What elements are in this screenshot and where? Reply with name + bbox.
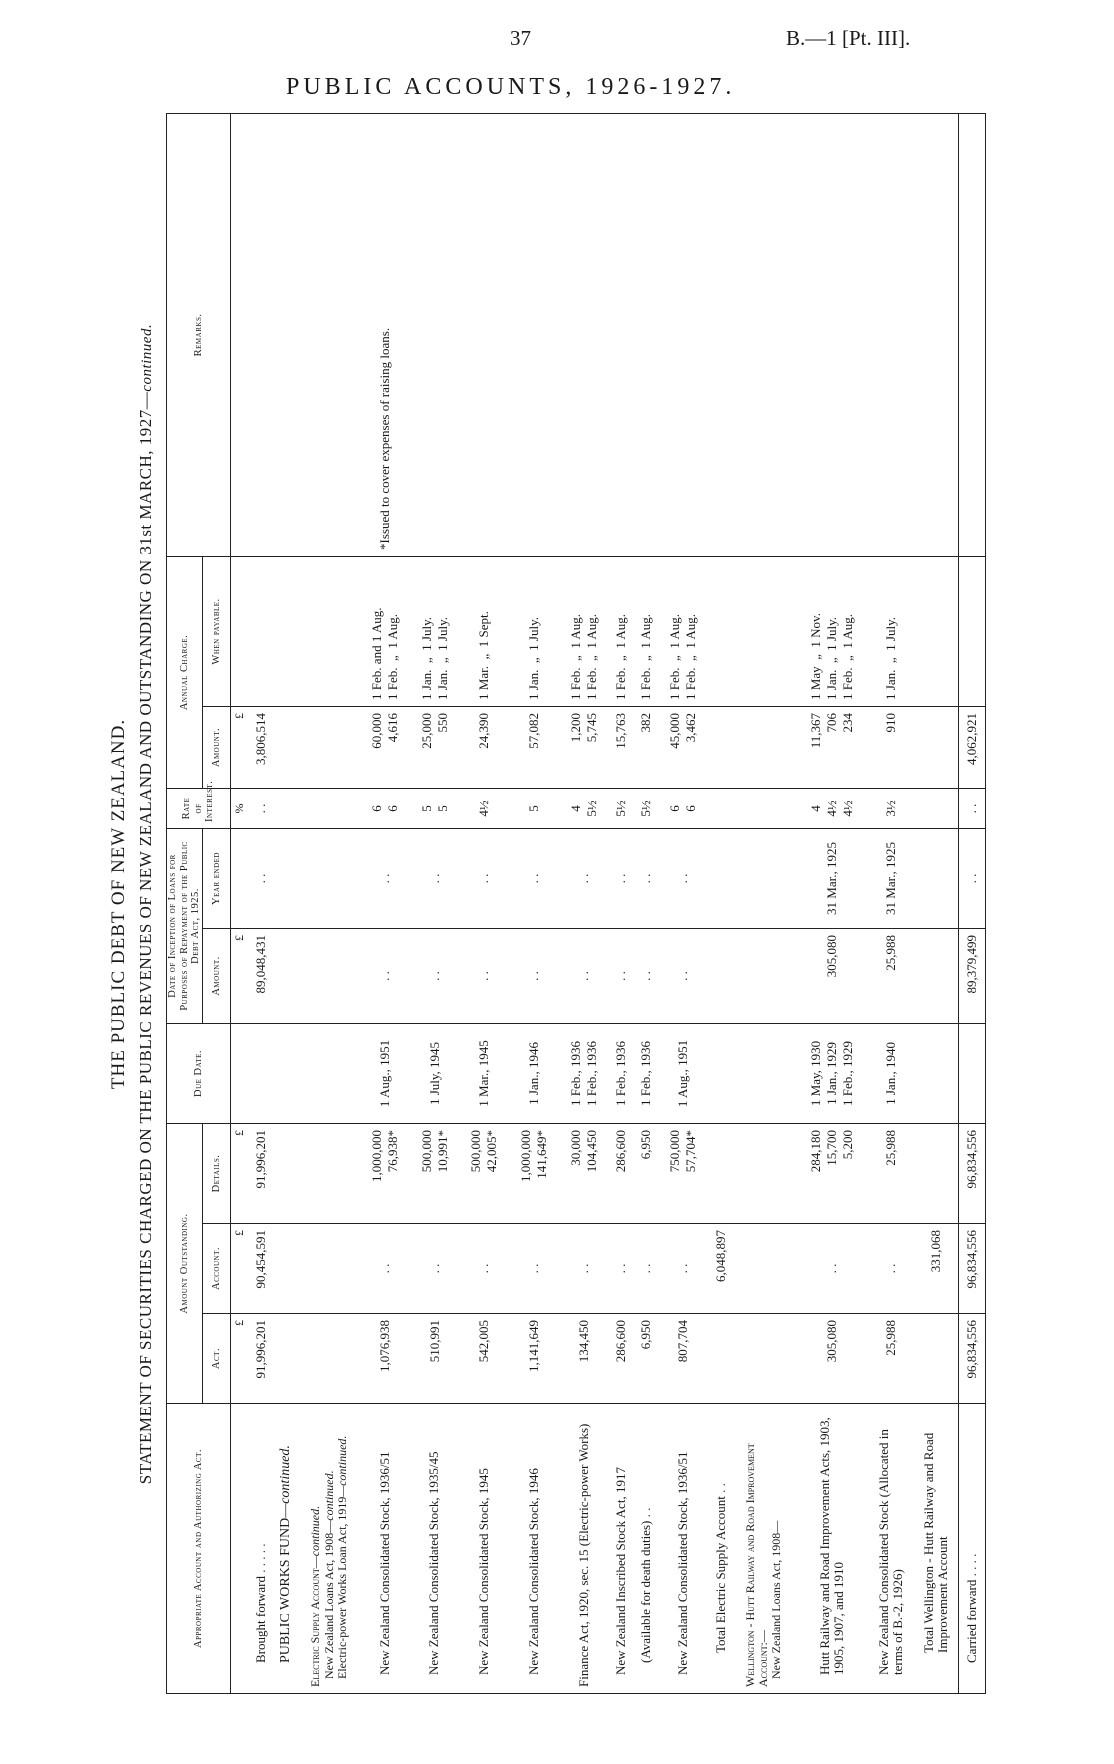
table-row: New Zealand Consolidated Stock, 1945 542,005 . . 500,000 42,005* 1 Mar., 1945 . . . . 4½ 24,390 1 Mar. „ 1 Sept. [459, 113, 509, 1693]
document-reference: B.—1 [Pt. III]. [786, 26, 911, 50]
row-label: New Zealand Consolidated Stock, 1936/51 [658, 1404, 708, 1694]
cell-annual: 57,082 [509, 706, 559, 788]
cell-due: 1 Feb., 1936 [609, 1023, 634, 1123]
cell-act: 305,080 [795, 1314, 870, 1404]
cell-annual: 4,062,921 [959, 706, 986, 788]
rotated-statement [108, 114, 986, 1694]
cell-details: 1,000,000 76,938* [360, 1123, 410, 1223]
unit-rate: % [230, 788, 249, 828]
cell-when: 1 Feb. and 1 Aug. 1 Feb. „ 1 Aug. [360, 556, 410, 706]
cell-due: 1 Feb., 1936 1 Feb., 1936 [559, 1023, 609, 1123]
cell-rate: 4 4½ 4½ [795, 788, 870, 828]
header-approp: Appropriate Account and Authorizing Act. [167, 1404, 231, 1694]
running-title: PUBLIC ACCOUNTS, 1926-1927. [286, 74, 736, 100]
cell-rate: 5 [509, 788, 559, 828]
row-label: Total Electric Supply Account [712, 1496, 728, 1653]
cell-rate: 5½ [609, 788, 634, 828]
header-due-date: Due Date. [167, 1023, 231, 1123]
table-row: New Zealand Inscribed Stock Act, 1917 286,600 . . 286,600 1 Feb., 1936 . . . . 5½ 15,763 1 Feb. „ 1 Aug. [609, 113, 634, 1693]
debt-table [166, 113, 986, 1694]
header-ac-amount: Amount. [202, 706, 230, 788]
cell-act: 807,704 [658, 1314, 708, 1404]
cell-annual: 910 [869, 706, 913, 788]
header-details: Details. [202, 1123, 230, 1223]
page-number: 37 [510, 26, 531, 50]
cell-details: 30,000 104,450 [559, 1123, 609, 1223]
cell-rate: 4 5½ [559, 788, 609, 828]
cell-account: 6,048,897 [708, 1224, 733, 1314]
cell-inception-amount: 89,379,499 [959, 928, 986, 1023]
cell-inception-amount: 305,080 [795, 928, 870, 1023]
cell-annual: 15,763 [609, 706, 634, 788]
header-when-payable: When payable. [202, 556, 230, 706]
unit-act: £ [230, 1314, 249, 1404]
row-label: Finance Act, 1920, sec. 15 (Electric-power Works) [559, 1404, 609, 1694]
table-row [914, 113, 959, 1693]
cell-rate: 6 6 [360, 788, 410, 828]
cell-due: 1 Mar., 1945 [459, 1023, 509, 1123]
cell-account: 96,834,556 [959, 1224, 986, 1314]
statement-subtitle: STATEMENT OF SECURITIES CHARGED ON THE PUBLIC REVENUES OF NEW ZEALAND AND OUTSTANDING ON 31st MARCH, 1927—continued. [136, 323, 155, 1485]
table-row: PUBLIC WORKS FUND—continued. [274, 113, 299, 1693]
cell-annual: 382 [634, 706, 659, 788]
header-inception-amount: Amount. [202, 928, 230, 1023]
cell-when: 1 Feb. „ 1 Aug. 1 Feb. „ 1 Aug. [559, 556, 609, 706]
unit-details: £ [230, 1123, 249, 1223]
table-row: Electric Supply Account—continued. New Zealand Loans Act, 1908—continued. Electric-power Works Loan Act, 1919—continued. [298, 113, 360, 1693]
cell-account: 331,068 [914, 1224, 959, 1314]
cell-when: 1 Jan. „ 1 July. 1 Jan. „ 1 July. [410, 556, 460, 706]
table-row: New Zealand Consolidated Stock, 1935/45 510,991 . . 500,000 10,991* 1 July, 1945 . . . . 5 5 25,000 550 1 Jan. „ 1 July. 1 Jan. „ 1 July. [410, 113, 460, 1693]
header-year-ended: Year ended [202, 828, 230, 928]
header-act: Act. [202, 1314, 230, 1404]
cell-due: 1 July, 1945 [410, 1023, 460, 1123]
cell-rate: 6 6 [658, 788, 708, 828]
cell-annual: 3,806,514 [249, 706, 274, 788]
cell-details: 286,600 [609, 1123, 634, 1223]
header-annual-charge: Annual Charge. [167, 556, 203, 788]
cell-account: 90,454,591 [249, 1224, 274, 1314]
cell-details: 750,000 57,704* [658, 1123, 708, 1223]
cell-when: 1 Mar. „ 1 Sept. [459, 556, 509, 706]
table-row: Carried forward . . . . 96,834,556 96,834,556 96,834,556 89,379,499 . . . . 4,062,921 [959, 113, 986, 1693]
unit-account: £ [230, 1224, 249, 1314]
cell-rate: 5½ [634, 788, 659, 828]
cell-details: 1,000,000 141,649* [509, 1123, 559, 1223]
row-label: (Available for death duties) [637, 1520, 653, 1663]
row-label: New Zealand Consolidated Stock (Allocated in terms of B.-2, 1926) [869, 1404, 913, 1694]
unit-inception: £ [230, 928, 249, 1023]
cell-annual: 25,000 550 [410, 706, 460, 788]
cell-details: 500,000 42,005* [459, 1123, 509, 1223]
cell-act: 6,950 [634, 1314, 659, 1404]
cell-details: 96,834,556 [959, 1123, 986, 1223]
row-label: New Zealand Inscribed Stock Act, 1917 [609, 1404, 634, 1694]
cell-act: 1,141,649 [509, 1314, 559, 1404]
table-row: Brought forward . . . . . 91,996,201 90,454,591 91,996,201 89,048,431 . . . . 3,806,514 [249, 113, 274, 1693]
table-row: New Zealand Consolidated Stock, 1946 1,141,649 . . 1,000,000 141,649* 1 Jan., 1946 . . . . 5 57,082 1 Jan. „ 1 July. [509, 113, 559, 1693]
cell-act: 134,450 [559, 1314, 609, 1404]
cell-year-ended: 31 Mar., 1925 [869, 828, 913, 928]
table-row: Wellington - Hutt Railway and Road Improvement Account:— New Zealand Loans Act, 1908— [733, 113, 795, 1693]
table-row: Hutt Railway and Road Improvement Acts, 1903, 1905, 1907, and 1910 305,080 . . 284,180 15,700 5,200 1 May, 1930 1 Jan., 1929 1 Feb., 1929 305,080 31 Mar., 1925 4 4½ 4½ 11,367 706 234 1 May „ 1 Nov. 1 Jan. „ 1 July. 1 Feb. „ 1 Aug. [795, 113, 870, 1693]
row-label: Carried forward [964, 1579, 980, 1663]
cell-annual: 45,000 3,462 [658, 706, 708, 788]
row-label: Brought forward [253, 1575, 269, 1663]
cell-details: 91,996,201 [249, 1123, 274, 1223]
cell-act: 510,991 [410, 1314, 460, 1404]
table-row: Finance Act, 1920, sec. 15 (Electric-power Works) 134,450 . . 30,000 104,450 1 Feb., 1936 1 Feb., 1936 . . . . 4 5½ 1,200 5,745 1 Feb. „ 1 Aug. 1 Feb. „ 1 Aug. [559, 113, 609, 1693]
cell-when: 1 Jan. „ 1 July. [509, 556, 559, 706]
cell-when: 1 May „ 1 Nov. 1 Jan. „ 1 July. 1 Feb. „ 1 Aug. [795, 556, 870, 706]
cell-due: 1 Aug., 1951 [658, 1023, 708, 1123]
cell-when: 1 Feb. „ 1 Aug. [609, 556, 634, 706]
table-row: New Zealand Consolidated Stock (Allocated in terms of B.-2, 1926) 25,988 . . 25,988 1 Jan., 1940 25,988 31 Mar., 1925 3½ 910 1 Jan. „ 1 July. [869, 113, 913, 1693]
cell-when: 1 Jan. „ 1 July. [869, 556, 913, 706]
header-rate: Rate of Interest. [167, 788, 231, 828]
cell-inception-amount: 25,988 [869, 928, 913, 1023]
row-label: Hutt Railway and Road Improvement Acts, 1903, 1905, 1907, and 1910 [795, 1404, 870, 1694]
cell-act: 286,600 [609, 1314, 634, 1404]
header-remarks: Remarks. [167, 113, 231, 556]
header-inception: Date of Inception of Loans for Purposes of Repayment of the Public Debt Act, 1925. [167, 828, 203, 1023]
row-label: New Zealand Consolidated Stock, 1946 [509, 1404, 559, 1694]
cell-rate: 4½ [459, 788, 509, 828]
cell-details: 500,000 10,991* [410, 1123, 460, 1223]
cell-annual: 1,200 5,745 [559, 706, 609, 788]
cell-act: 542,005 [459, 1314, 509, 1404]
header-account: Account. [202, 1224, 230, 1314]
units-row [230, 113, 249, 1693]
row-label: New Zealand Consolidated Stock, 1945 [459, 1404, 509, 1694]
cell-due: 1 Aug., 1951 [360, 1023, 410, 1123]
cell-when: 1 Feb. „ 1 Aug. 1 Feb. „ 1 Aug. [658, 556, 708, 706]
cell-annual: 60,000 4,616 [360, 706, 410, 788]
cell-act: 96,834,556 [959, 1314, 986, 1404]
cell-act: 25,988 [869, 1314, 913, 1404]
header-amount-outstanding: Amount Outstanding. [167, 1123, 203, 1403]
statement-title: THE PUBLIC DEBT OF NEW ZEALAND. [108, 718, 129, 1090]
cell-year-ended: 31 Mar., 1925 [795, 828, 870, 928]
cell-due: 1 May, 1930 1 Jan., 1929 1 Feb., 1929 [795, 1023, 870, 1123]
cell-details: 284,180 15,700 5,200 [795, 1123, 870, 1223]
unit-annual: £ [230, 706, 249, 788]
cell-annual: 24,390 [459, 706, 509, 788]
cell-details: 25,988 [869, 1123, 913, 1223]
cell-due: 1 Jan., 1946 [509, 1023, 559, 1123]
cell-due: 1 Feb., 1936 [634, 1023, 659, 1123]
cell-rate: 3½ [869, 788, 913, 828]
cell-act: 91,996,201 [249, 1314, 274, 1404]
row-label: New Zealand Consolidated Stock, 1936/51 [360, 1404, 410, 1694]
cell-due: 1 Jan., 1940 [869, 1023, 913, 1123]
cell-act: 1,076,938 [360, 1314, 410, 1404]
row-label: New Zealand Consolidated Stock, 1935/45 [410, 1404, 460, 1694]
cell-inception-amount: 89,048,431 [249, 928, 274, 1023]
table-row: New Zealand Consolidated Stock, 1936/51 1,076,938 . . 1,000,000 76,938* 1 Aug., 1951 . . . . 6 6 60,000 4,616 1 Feb. and 1 Aug. 1 Feb. „ 1 Aug. *Issued to cover expenses of raising loans. [360, 113, 410, 1693]
cell-when: 1 Feb. „ 1 Aug. [634, 556, 659, 706]
cell-details: 6,950 [634, 1123, 659, 1223]
cell-rate: 5 5 [410, 788, 460, 828]
cell-remarks: *Issued to cover expenses of raising loans. [360, 113, 410, 556]
cell-annual: 11,367 706 234 [795, 706, 870, 788]
row-label: Total Wellington - Hutt Railway and Road Improvement Account [914, 1404, 959, 1694]
table-row: Total Electric Supply Account . . 6,048,897 [708, 113, 733, 1693]
table-row: (Available for death duties) . . 6,950 . . 6,950 1 Feb., 1936 . . . . 5½ 382 1 Feb. „ 1 Aug. [634, 113, 659, 1693]
table-row: New Zealand Consolidated Stock, 1936/51 807,704 . . 750,000 57,704* 1 Aug., 1951 . . . . 6 6 45,000 3,462 1 Feb. „ 1 Aug. 1 Feb. „ 1 Aug. [658, 113, 708, 1693]
